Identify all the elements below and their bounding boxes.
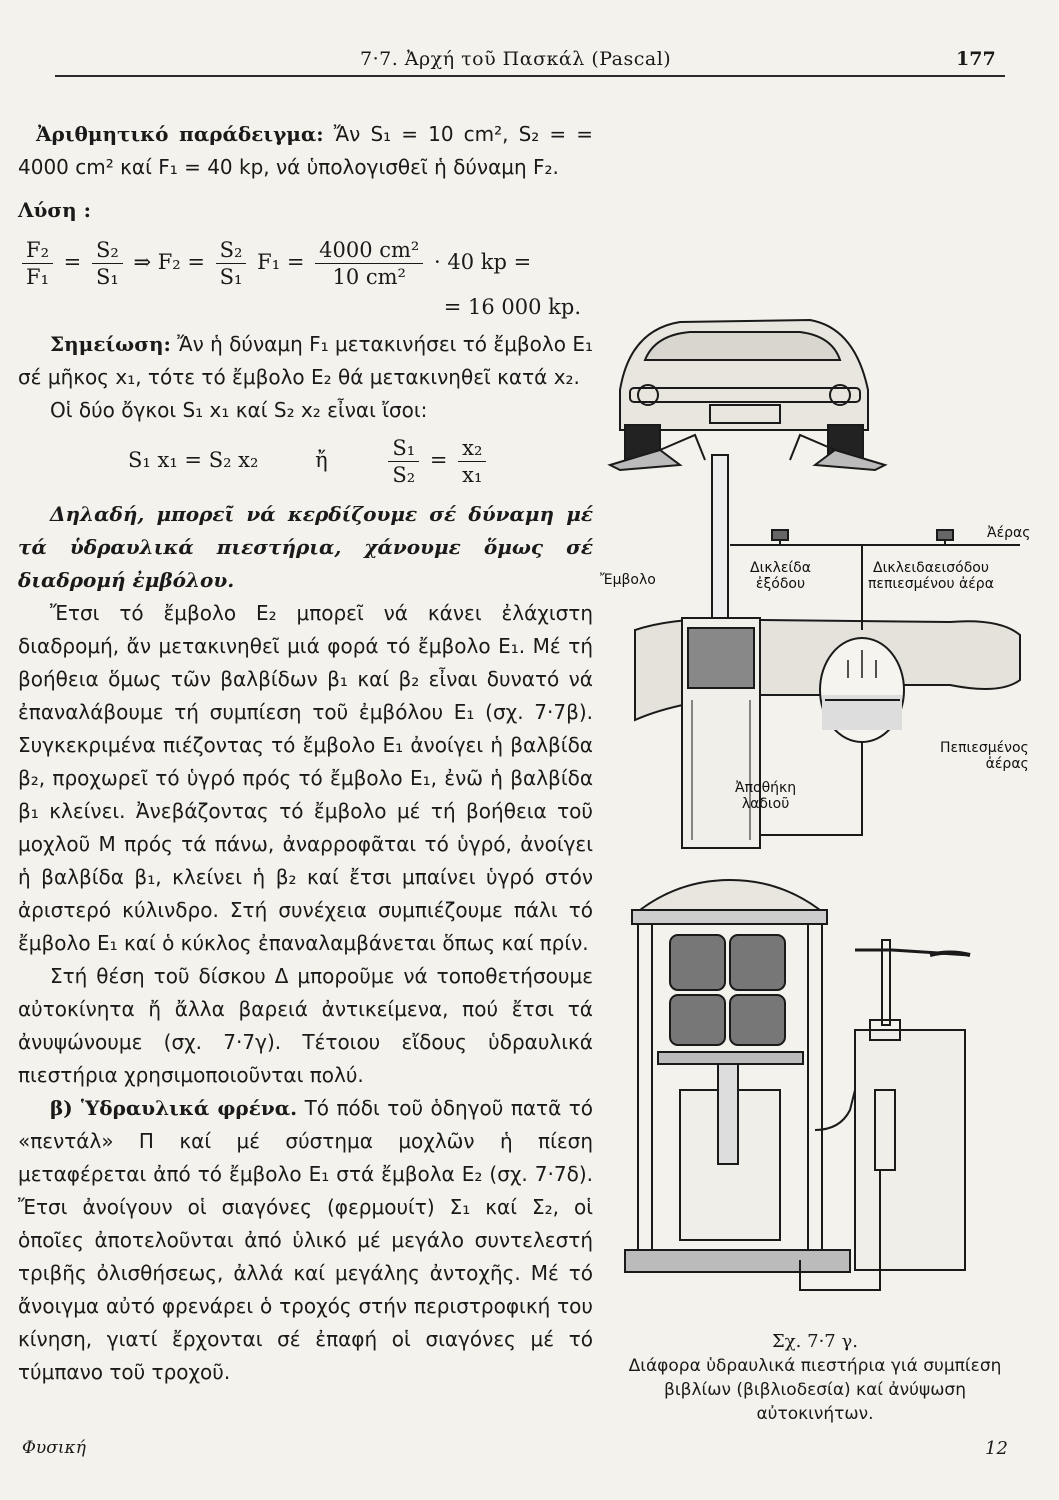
example-label: Ἀριθμητικό παράδειγμα: (36, 122, 324, 146)
page-number: 177 (956, 48, 996, 70)
figure-caption (605, 1330, 1025, 1426)
solution-label-line (18, 194, 593, 227)
footer-signature: 12 (985, 1438, 1008, 1459)
brakes-text: Τό πόδι τοῦ ὁδηγοῦ πατᾶ τό «πεντάλ» Π καί μέ σύστημα μοχλῶν ἡ πίεση μεταφέρεται ἀπό τό ἔμβολο E₁ στά ἔμβολα E₂ (σχ. 7·7δ). Ἔτσι ἀνοίγουν οἱ σιαγόνες (φερμουίτ) Σ₁ καί Σ₂, οἱ ὁποῖες ἀποτελοῦνται ἀπό ὑλικό μέ μεγάλο συντελεστή τριβῆς ὀλισθήσεως, ἀλλά καί μεγάλης ἀντοχῆς. Μέ τό ἄνοιγμα αὐτό φρενάρει ὁ τροχός στήν περιστροφική του κίνηση, γιατί ἔρχονται σέ ἐπαφή οἱ σιαγόνες μέ τό τύμπανο τοῦ τροχοῦ. (18, 1096, 594, 1384)
label-compressed-air: Πεπιεσμένος ἀέρας (940, 740, 1029, 772)
car-illustration (620, 320, 868, 465)
figure-7-7-gamma (600, 300, 1055, 1420)
header-rule (55, 75, 1005, 77)
caption-text: Διάφορα ὑδραυλικά πιεστήρια γιά συμπίεση βιβλίων (βιβλιοδεσία) καί ἀνύψωση αὐτοκινήτων. (628, 1356, 1002, 1424)
label-oil-tank: Ἀποθήκη λαδιοῦ (735, 780, 797, 812)
equation-tail: · 40 kp = (434, 250, 532, 274)
label-air: Ἀέρας (987, 525, 1031, 541)
footer-subject: Φυσική (22, 1438, 86, 1458)
conclusion-text: Δηλαδή, μπορεῖ νά κερδίζουμε σέ δύναμη μέ τά ὑδραυλικά πιεστήρια, χάνουμε ὅμως σέ διαδρομή ἐμβόλου. (18, 502, 593, 592)
note-paragraph (18, 328, 593, 394)
caption-title: Σχ. 7·7 γ. (772, 1331, 858, 1352)
paragraph-1: Ἔτσι τό ἔμβολο E₂ μπορεῖ νά κάνει ἐλάχιστη διαδρομή, ἄν μετακινηθεῖ μιά φορά τό ἔμβολο E₁. Μέ τή βοήθεια ὅμως τῶν βαλβίδων β₁ καί β₂ εἶναι δυνατό νά ἐπαναλάβουμε τή συμπίεση τοῦ ἐμβόλου E₁ (σχ. 7·7β). Συγκεκριμένα πιέζοντας τό ἔμβολο E₁ ἀνοίγει ἡ βαλβίδα β₂, προχωρεῖ τό ὑγρό πρός τό ἔμβολο E₁, ἐνῶ ἡ βαλβίδα β₁ κλείνει. Ἀνεβάζοντας τό ἔμβολο μέ τή βοήθεια τοῦ μοχλοῦ M πρός τά πάνω, ἀναρροφᾶται τό ὑγρό, ἀνοίγει ἡ βαλβίδα β₁, κλείνει ἡ β₂ καί ἔτσι μπαίνει ὑγρό στόν ἀριστερό κύλινδρο. Στή συνέχεια συμπιέζουμε πάλι τό ἔμβολο E₁ καί ὁ κύκλος ἐπαναλαμβάνεται ὅπως καί πρίν. (18, 601, 593, 955)
fraction-s2-s1: $\frac{\text{S₂}}{\text{S₁}}$ (92, 237, 123, 290)
times-f1: F₁ = (257, 250, 305, 274)
example-text: Ἄν S₁ = 10 cm², S₂ = = 4000 cm² καί F₁ = 40 kp, νά ὑπολογισθεῖ ἡ δύναμη F₂. (18, 122, 593, 179)
brakes-label: β) Ὑδραυλικά φρένα. (50, 1096, 298, 1120)
running-title: 7·7. Ἀρχή τοῦ Πασκάλ (Pascal) (360, 48, 672, 70)
note-label: Σημείωση: (50, 332, 171, 356)
label-inlet-valve: Δικλειδαεισόδου πεπιεσμένου ἀέρα (868, 560, 994, 592)
volumes-or: ἤ (315, 448, 328, 472)
book-press-illustration (625, 880, 970, 1290)
brakes-paragraph (18, 1092, 593, 1389)
label-outlet-valve: Δικλείδα ἐξόδου (750, 560, 811, 592)
example-paragraph (18, 118, 593, 184)
label-piston: Ἔμβολο (600, 572, 656, 588)
volumes-equation: S₁ x₁ = S₂ x₂ ἤ $\frac{\text{S₁}}{\text{S₂}}$ = $\frac{\text{x₂}}{\text{x₁}}$ (128, 435, 593, 488)
figure-drawing (600, 300, 1055, 1330)
fraction-f2-f1: $\frac{\text{F₂}}{\text{F₁}}$ (22, 237, 53, 290)
fraction-x2-x1: $\frac{\text{x₂}}{\text{x₁}}$ (458, 435, 486, 488)
implies: ⇒ F₂ = (133, 250, 205, 274)
solution-label: Λύση : (18, 198, 92, 222)
text-column (18, 118, 593, 1389)
conclusion-paragraph (18, 498, 593, 597)
fraction-s1-s2: $\frac{\text{S₁}}{\text{S₂}}$ (388, 435, 419, 488)
equation-result: = 16 000 kp. (443, 295, 581, 319)
fraction-s2-s1-b: $\frac{\text{S₂}}{\text{S₁}}$ (216, 237, 247, 290)
volumes-eq-left: S₁ x₁ = S₂ x₂ (128, 448, 259, 472)
paragraph-2: Στή θέση τοῦ δίσκου Δ μποροῦμε νά τοποθετήσουμε αὐτοκίνητα ἤ ἄλλα βαρειά ἀντικείμενα, πού ἔτσι τά ἀνυψώνουμε (σχ. 7·7γ). Τέτοιου εἴδους ὑδραυλικά πιεστήρια χρησιμοποιοῦνται πολύ. (18, 964, 593, 1087)
fraction-areas: $\frac{\text{4000 cm²}}{\text{10 cm²}}$ (315, 237, 423, 290)
solution-equation: $\frac{\text{F₂}}{\text{F₁}}$ = $\frac{\text{S₂}}{\text{S₁}}$ ⇒ F₂ = $\frac{\text{S₂}}{\text{S₁}}$ F₁ = $\frac{\text{4000 cm²}}{\text{10 cm²}}$ · 40 kp = = 16 000 kp. (18, 237, 593, 324)
note-text: Ἄν ἡ δύναμη F₁ μετακινήσει τό ἔμβολο E₁ σέ μῆκος x₁, τότε τό ἔμβολο E₂ θά μετακινηθεῖ κατά x₂. (18, 332, 594, 389)
volumes-paragraph: Οἱ δύο ὄγκοι S₁ x₁ καί S₂ x₂ εἶναι ἴσοι: (50, 398, 428, 422)
